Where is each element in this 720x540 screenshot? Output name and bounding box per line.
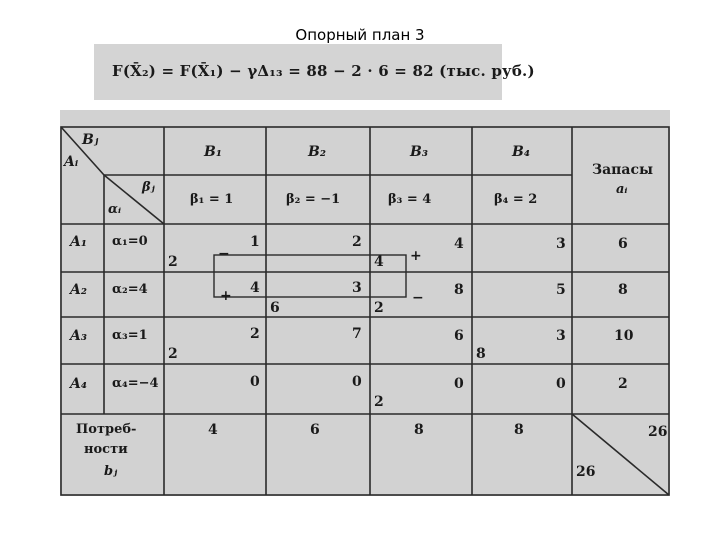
cost-a4-b3: 0 — [454, 376, 464, 392]
cost-a4-b2: 0 — [352, 374, 362, 390]
table-grid — [60, 110, 670, 496]
supply-symbol: aᵢ — [616, 182, 628, 197]
cost-a2-b3: 8 — [454, 282, 464, 298]
cost-a1-b4: 3 — [556, 236, 566, 252]
supply-header: Запасы — [592, 162, 654, 178]
alloc-a3-b1: 2 — [168, 346, 178, 362]
objective-formula: F(X̄₂) = F(X̄₁) − γΔ₁₃ = 88 − 2 · 6 = 82 (тыс. руб.) — [112, 62, 535, 80]
supply-a3: 10 — [614, 328, 634, 344]
cost-a4-b4: 0 — [556, 376, 566, 392]
corner-ai: Aᵢ — [64, 154, 79, 170]
col-header-b1: B₁ — [204, 144, 222, 160]
alloc-a3-b4: 8 — [476, 346, 486, 362]
cost-a3-b1: 2 — [250, 326, 260, 342]
col-header-b4: B₄ — [512, 144, 530, 160]
row-label-a2: A₂ — [70, 282, 87, 298]
beta-1: β₁ = 1 — [190, 192, 234, 207]
supply-a2: 8 — [618, 282, 628, 298]
alpha-3: α₃=1 — [112, 328, 148, 343]
demand-b2: 6 — [310, 422, 320, 438]
beta-2: β₂ = −1 — [286, 192, 341, 207]
transport-table — [60, 110, 670, 496]
alloc-a4-b3: 2 — [374, 394, 384, 410]
cost-a3-b2: 7 — [352, 326, 362, 342]
col-header-b2: B₂ — [308, 144, 326, 160]
alpha-2: α₂=4 — [112, 282, 148, 297]
demand-label-3: bⱼ — [104, 464, 118, 479]
cost-a2-b2: 3 — [352, 280, 362, 296]
formula-image — [94, 44, 535, 100]
cost-a1-b1: 1 — [250, 234, 260, 250]
total-bottom: 26 — [576, 464, 596, 480]
cost-a2-b1: 4 — [250, 280, 260, 296]
row-label-a4: A₄ — [70, 376, 87, 392]
corner-alpha: αᵢ — [108, 202, 122, 217]
row-label-a3: A₃ — [70, 328, 87, 344]
beta-4: β₄ = 2 — [494, 192, 538, 207]
alloc-a2-b3: 2 — [374, 300, 384, 316]
supply-a4: 2 — [618, 376, 628, 392]
sign-a2-b1: + — [220, 288, 232, 304]
cost-a1-b3: 4 — [454, 236, 464, 252]
sign-a2-b3: − — [412, 290, 424, 306]
demand-b4: 8 — [514, 422, 524, 438]
alpha-4: α₄=−4 — [112, 376, 159, 391]
alloc-a2-b2: 6 — [270, 300, 280, 316]
corner-beta: βⱼ — [142, 180, 155, 195]
corner-bj: Bⱼ — [82, 132, 99, 148]
cost-a4-b1: 0 — [250, 374, 260, 390]
cost-a3-b3: 6 — [454, 328, 464, 344]
demand-b3: 8 — [414, 422, 424, 438]
alloc-a1-b3: 4 — [374, 254, 384, 270]
sign-a1-b1: − — [218, 246, 230, 262]
row-label-a1: A₁ — [70, 234, 87, 250]
demand-b1: 4 — [208, 422, 218, 438]
cost-a1-b2: 2 — [352, 234, 362, 250]
alloc-a1-b1: 2 — [168, 254, 178, 270]
demand-label-2: ности — [84, 442, 128, 457]
beta-3: β₃ = 4 — [388, 192, 432, 207]
col-header-b3: B₃ — [410, 144, 428, 160]
sign-a1-b3: + — [410, 248, 422, 264]
total-top: 26 — [648, 424, 668, 440]
slide-title: Опорный план 3 — [295, 26, 425, 44]
cost-a3-b4: 3 — [556, 328, 566, 344]
alpha-1: α₁=0 — [112, 234, 148, 249]
demand-label-1: Потреб- — [76, 422, 137, 437]
supply-a1: 6 — [618, 236, 628, 252]
cost-a2-b4: 5 — [556, 282, 566, 298]
